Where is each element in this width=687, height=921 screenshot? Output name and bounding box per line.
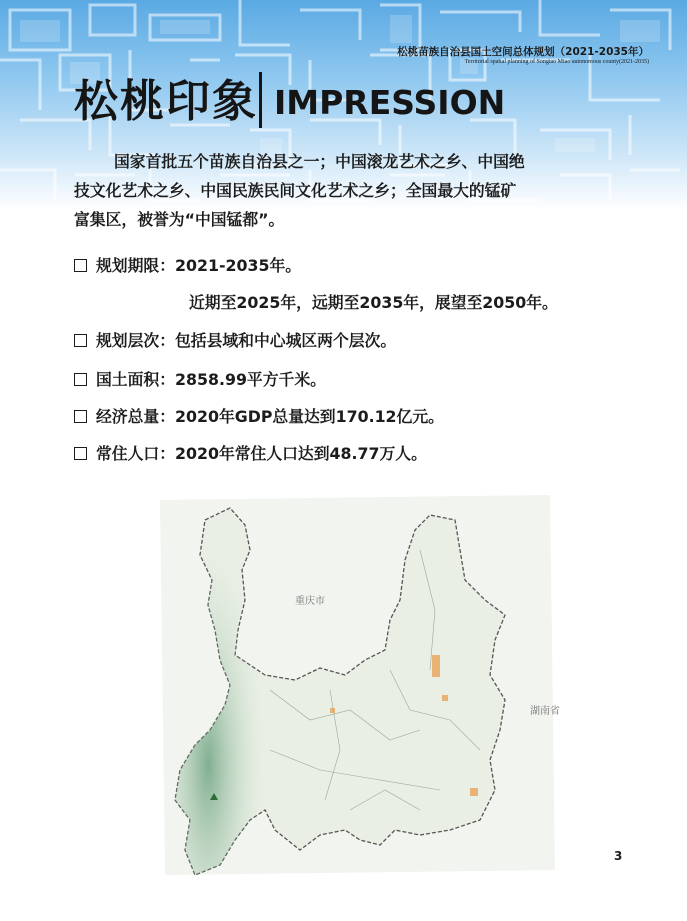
plan-title-english: Territorial spatial planning of Songtao Miao autonomous county(2021-2035): [464, 59, 649, 65]
list-item-text: 经济总量：2020年GDP总量达到170.12亿元。: [96, 407, 444, 426]
page-title-english: IMPRESSION: [274, 83, 506, 122]
plan-title: 松桃苗族自治县国土空间总体规划（2021-2035年）: [397, 46, 649, 58]
page-title: 松桃印象: [74, 76, 258, 127]
county-map: [150, 490, 560, 880]
list-item-text: 国土面积：2858.99平方千米。: [96, 370, 326, 389]
checkbox-bullet-icon: [74, 259, 87, 272]
title-divider: [259, 72, 262, 128]
checkbox-bullet-icon: [74, 447, 87, 460]
intro-line: 国家首批五个苗族自治县之一；中国滚龙艺术之乡、中国绝: [114, 152, 525, 171]
list-item: [74, 406, 444, 428]
list-item-continuation: 近期至2025年，远期至2035年，展望至2050年。: [189, 293, 558, 312]
checkbox-bullet-icon: [74, 373, 87, 386]
map-label-chongqing: 重庆市: [295, 596, 325, 607]
list-item: [74, 443, 427, 465]
intro-line: 富集区，被誉为“中国锰都”。: [74, 210, 285, 229]
map-label-hunan: 湖南省: [530, 706, 560, 717]
list-item-text: 规划层次：包括县域和中心城区两个层次。: [96, 331, 397, 350]
checkbox-bullet-icon: [74, 334, 87, 347]
list-item: [74, 369, 326, 391]
map-graphic: [150, 490, 560, 880]
intro-paragraph: [74, 147, 634, 234]
list-item: [74, 255, 301, 277]
list-item: [74, 330, 396, 352]
checkbox-bullet-icon: [74, 410, 87, 423]
intro-line: 技文化艺术之乡、中国民族民间文化艺术之乡；全国最大的锰矿: [74, 181, 517, 200]
list-item-text: 规划期限：2021-2035年。: [96, 256, 302, 275]
list-item-text: 常住人口：2020年常住人口达到48.77万人。: [96, 444, 427, 463]
page-number: 3: [614, 849, 623, 863]
